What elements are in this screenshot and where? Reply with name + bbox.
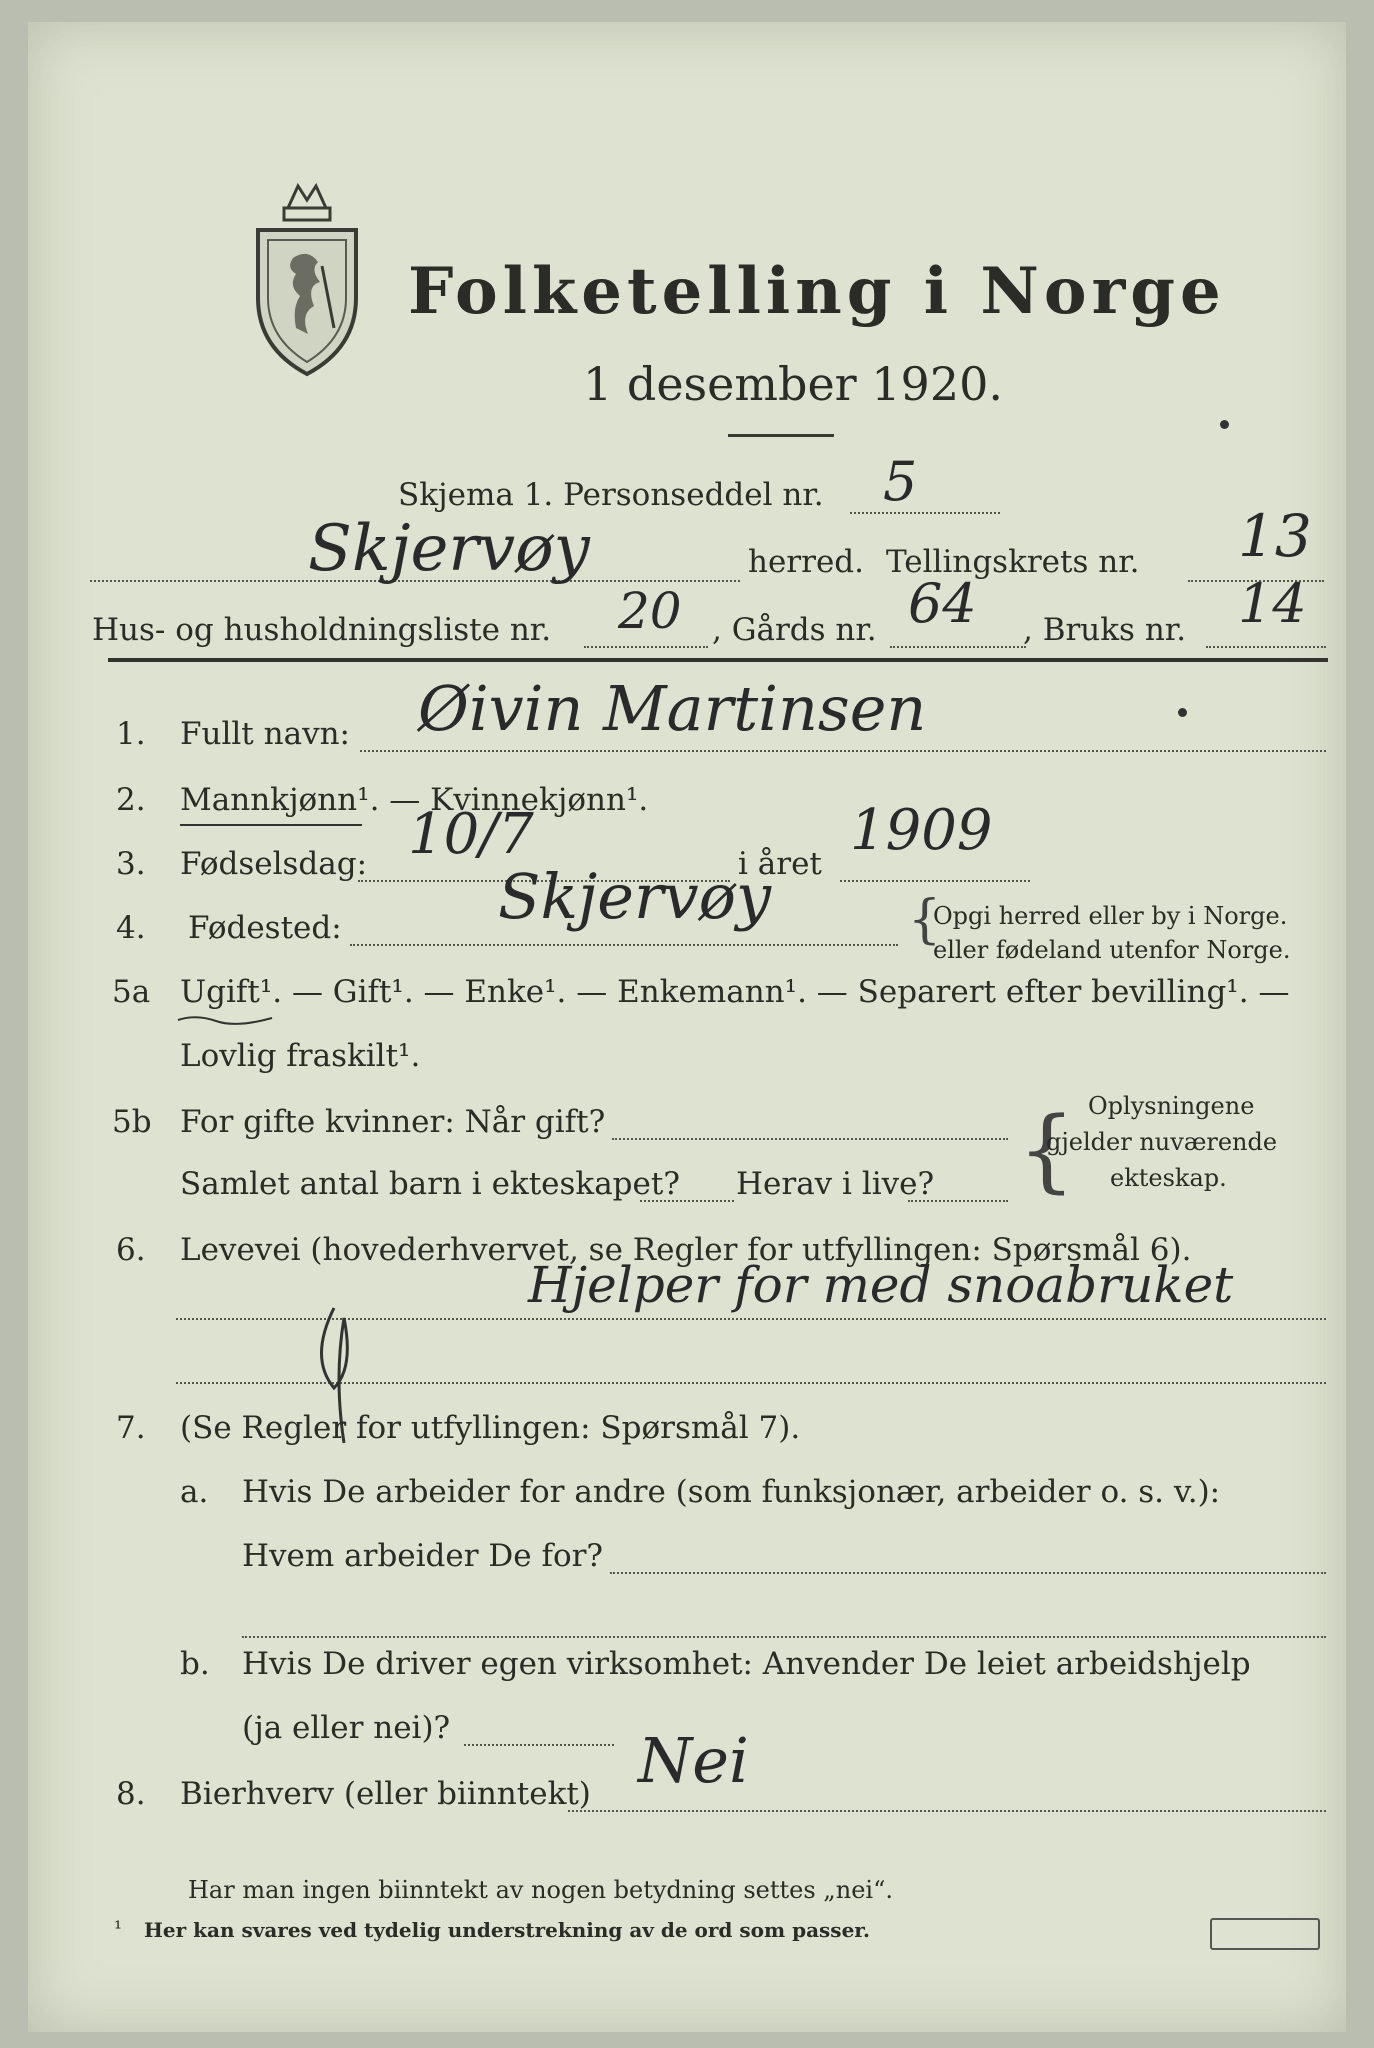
birth-year-field[interactable] — [840, 880, 1030, 882]
husliste-field[interactable] — [584, 646, 708, 648]
q7-label: (Se Regler for utfyllingen: Spørsmål 7). — [180, 1410, 801, 1446]
ink-dot — [1178, 708, 1187, 717]
gards-field[interactable] — [890, 646, 1026, 648]
bruks-value: 14 — [1238, 572, 1307, 635]
skjema-field[interactable] — [850, 512, 1000, 514]
occupation-value: Hjelper for med snoabruket — [528, 1256, 1234, 1314]
skjema-label: Skjema 1. Personseddel nr. — [398, 477, 824, 513]
skjema-value: 5 — [883, 450, 918, 513]
ugift-underline — [176, 1012, 276, 1030]
q7b-letter: b. — [180, 1646, 210, 1682]
q5b-brace: { — [1018, 1098, 1076, 1203]
q6-number: 6. — [116, 1232, 146, 1268]
q3-year-label: i året — [738, 846, 822, 882]
children-alive-field[interactable] — [908, 1200, 1008, 1202]
footnote-mark: ¹ — [114, 1916, 123, 1940]
footer-note: Har man ingen biinntekt av nogen betydning settes „nei“. — [188, 1876, 893, 1904]
birthplace-field[interactable] — [350, 944, 898, 946]
children-total-field[interactable] — [640, 1200, 734, 1202]
q5b-number: 5b — [112, 1104, 152, 1140]
title-divider — [728, 434, 834, 437]
herred-label: herred. — [748, 544, 864, 580]
q3-label: Fødselsdag: — [180, 846, 368, 882]
document-date: 1 desember 1920. — [583, 357, 1003, 411]
birthday-value: 10/7 — [408, 802, 534, 867]
footnote-text: Her kan svares ved tydelig understrekning av de ord som passer. — [144, 1918, 870, 1942]
q5b-label-3: Herav i live? — [736, 1166, 935, 1202]
gards-label: , Gårds nr. — [712, 612, 877, 648]
gards-value: 64 — [908, 572, 977, 635]
printer-stamp — [1210, 1918, 1320, 1950]
ink-dot — [1220, 420, 1229, 429]
q4-number: 4. — [116, 910, 146, 946]
q5b-label: For gifte kvinner: Når gift? — [180, 1104, 606, 1140]
full-name-field[interactable] — [360, 750, 1326, 752]
q8-label: Bierhverv (eller biinntekt) — [180, 1776, 591, 1812]
q2-number: 2. — [116, 782, 146, 818]
q7b-label: Hvis De driver egen virksomhet: Anvender De leiet arbeidshjelp — [242, 1646, 1251, 1682]
employer-field-2[interactable] — [242, 1636, 1326, 1638]
birthplace-value: Skjervøy — [498, 860, 771, 933]
tellingskrets-value: 13 — [1238, 502, 1312, 570]
q5b-label-2: Samlet antal barn i ekteskapet? — [180, 1166, 680, 1202]
q3-number: 3. — [116, 846, 146, 882]
document-title: Folketelling i Norge — [408, 254, 1226, 329]
q5b-note-line3: ekteskap. — [1110, 1164, 1227, 1192]
husliste-label: Hus- og husholdningsliste nr. — [92, 612, 552, 648]
header-divider — [108, 658, 1328, 662]
norwegian-coat-of-arms-icon — [248, 178, 366, 378]
q7a-label: Hvis De arbeider for andre (som funksjonær, arbeider o. s. v.): — [242, 1474, 1221, 1510]
full-name-value: Øivin Martinsen — [418, 672, 927, 745]
q2-label: Mannkjønn¹. — Kvinnekjønn¹. — [180, 782, 649, 818]
q7-number: 7. — [116, 1410, 146, 1446]
husliste-value: 20 — [618, 582, 682, 640]
q4-note-line2: eller fødeland utenfor Norge. — [933, 936, 1291, 964]
side-income-value: Nei — [638, 1724, 749, 1797]
q1-label: Fullt navn: — [180, 716, 350, 752]
q4-note-line1: Opgi herred eller by i Norge. — [933, 902, 1288, 930]
q1-number: 1. — [116, 716, 146, 752]
q5b-note-line1: Oplysningene — [1088, 1092, 1255, 1120]
q4-label: Fødested: — [188, 910, 342, 946]
birth-year-value: 1909 — [850, 798, 993, 863]
hired-help-field[interactable] — [464, 1744, 614, 1746]
census-form-page — [28, 22, 1346, 2032]
herred-value: Skjervøy — [308, 512, 590, 586]
q7a-letter: a. — [180, 1474, 209, 1510]
q5a-number: 5a — [112, 974, 151, 1010]
q5a-label: Ugift¹. — Gift¹. — Enke¹. — Enkemann¹. — Separert efter bevilling¹. — — [180, 974, 1290, 1010]
bruks-label: , Bruks nr. — [1023, 612, 1187, 648]
married-when-field[interactable] — [612, 1138, 1008, 1140]
q4-brace: { — [908, 890, 942, 950]
mannkjonn-underline — [180, 824, 362, 826]
q7b-label-2: (ja eller nei)? — [242, 1710, 451, 1746]
q6-label: Levevei (hovederhvervet, se Regler for utfyllingen: Spørsmål 6). — [180, 1232, 1192, 1268]
side-income-field[interactable] — [568, 1810, 1326, 1812]
q5a-label-2: Lovlig fraskilt¹. — [180, 1038, 421, 1074]
bruks-field[interactable] — [1206, 646, 1326, 648]
tellingskrets-label: Tellingskrets nr. — [886, 544, 1140, 580]
employer-field[interactable] — [610, 1572, 1326, 1574]
q5b-note-line2: gjelder nuværende — [1046, 1128, 1278, 1156]
q7a-label-2: Hvem arbeider De for? — [242, 1538, 604, 1574]
q8-number: 8. — [116, 1776, 146, 1812]
